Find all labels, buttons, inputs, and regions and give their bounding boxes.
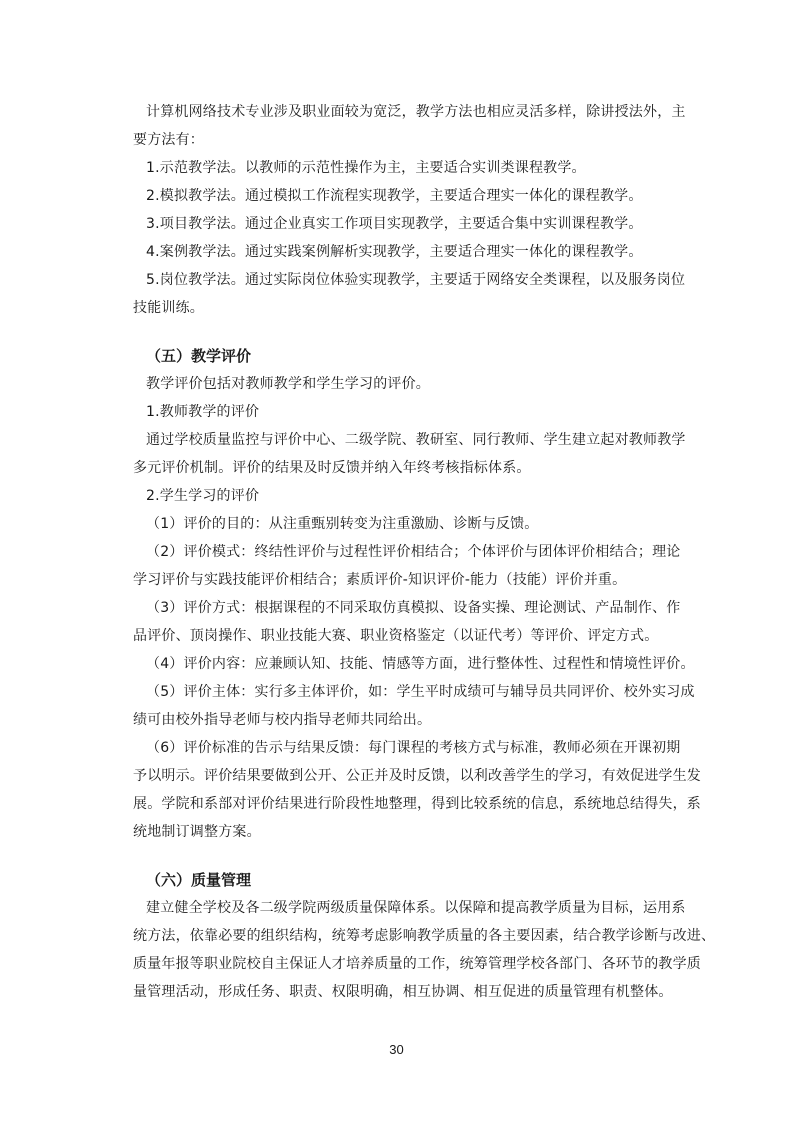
method-item-5: 5.岗位教学法。通过实际岗位体验实现教学，主要适于网络安全类课程，以及服务岗位 xyxy=(146,272,686,288)
eval-standard-line-3: 展。学院和系部对评价结果进行阶段性地整理，得到比较系统的信息，系统地总结得失，系 xyxy=(133,796,701,812)
eval-standard-line-2: 予以明示。评价结果要做到公开、公正并及时反馈，以利改善学生的学习，有效促进学生发 xyxy=(133,768,701,784)
eval-purpose: （1）评价的目的：从注重甄别转变为注重激励、诊断与反馈。 xyxy=(146,516,539,532)
teacher-eval-para-line-1: 通过学校质量监控与评价中心、二级学院、教研室、同行教师、学生建立起对教师教学 xyxy=(146,432,686,448)
quality-para-line-2: 统方法，依靠必要的组织结构，统筹考虑影响教学质量的各主要因素，结合教学诊断与改进、 xyxy=(133,928,716,944)
method-item-4: 4.案例教学法。通过实践案例解析实现教学，主要适合理实一体化的课程教学。 xyxy=(146,244,643,260)
eval-content: （4）评价内容：应兼顾认知、技能、情感等方面，进行整体性、过程性和情境性评价。 xyxy=(146,656,695,672)
eval-mode-line-2: 学习评价与实践技能评价相结合；素质评价-知识评价-能力（技能）评价并重。 xyxy=(133,572,627,588)
methods-intro-line-1: 计算机网络技术专业涉及职业面较为宽泛，教学方法也相应灵活多样，除讲授法外，主 xyxy=(146,104,686,120)
method-item-2: 2.模拟教学法。通过模拟工作流程实现教学，主要适合理实一体化的课程教学。 xyxy=(146,188,643,204)
eval-standard-line-1: （6）评价标准的告示与结果反馈：每门课程的考核方式与标准，教师必须在开课初期 xyxy=(146,740,681,756)
student-eval-title: 2.学生学习的评价 xyxy=(146,488,260,504)
method-item-3: 3.项目教学法。通过企业真实工作项目实现教学，主要适合集中实训课程教学。 xyxy=(146,216,643,232)
eval-method-line-1: （3）评价方式：根据课程的不同采取仿真模拟、设备实操、理论测试、产品制作、作 xyxy=(146,600,681,616)
quality-para-line-4: 量管理活动，形成任务、职责、权限明确，相互协调、相互促进的质量管理有机整体。 xyxy=(133,984,673,1000)
method-item-1: 1.示范教学法。以教师的示范性操作为主，主要适合实训类课程教学。 xyxy=(146,160,586,176)
page-number: 30 xyxy=(389,1042,404,1057)
evaluation-heading: （五）教学评价 xyxy=(146,347,252,365)
eval-subject-line-1: （5）评价主体：实行多主体评价，如：学生平时成绩可与辅导员共同评价、校外实习成 xyxy=(146,684,695,700)
methods-intro-line-2: 要方法有： xyxy=(133,132,204,148)
method-item-5-continued: 技能训练。 xyxy=(133,300,204,316)
evaluation-intro: 教学评价包括对教师教学和学生学习的评价。 xyxy=(146,376,430,392)
quality-para-line-1: 建立健全学校及各二级学院两级质量保障体系。以保障和提高教学质量为目标，运用系 xyxy=(146,900,686,916)
quality-heading: （六）质量管理 xyxy=(146,871,252,889)
quality-para-line-3: 质量年报等职业院校自主保证人才培养质量的工作，统筹管理学校各部门、各环节的教学质 xyxy=(133,956,701,972)
eval-method-line-2: 品评价、顶岗操作、职业技能大赛、职业资格鉴定（以证代考）等评价、评定方式。 xyxy=(133,628,659,644)
eval-mode-line-1: （2）评价模式：终结性评价与过程性评价相结合；个体评价与团体评价相结合；理论 xyxy=(146,544,681,560)
eval-subject-line-2: 绩可由校外指导老师与校内指导老师共同给出。 xyxy=(133,712,432,728)
teacher-eval-title: 1.教师教学的评价 xyxy=(146,404,260,420)
eval-standard-line-4: 统地制订调整方案。 xyxy=(133,824,261,840)
teacher-eval-para-line-2: 多元评价机制。评价的结果及时反馈并纳入年终考核指标体系。 xyxy=(133,460,531,476)
